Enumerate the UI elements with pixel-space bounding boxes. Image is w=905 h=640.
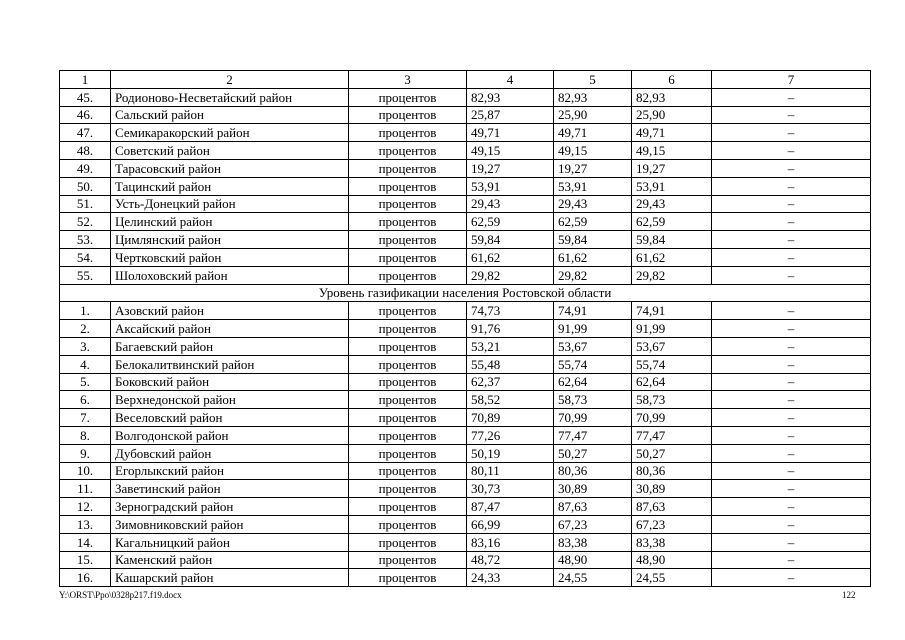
table-cell: – bbox=[712, 355, 871, 373]
table-cell: – bbox=[712, 231, 871, 249]
table-cell: 12. bbox=[60, 498, 111, 516]
table-cell: Чертковский район bbox=[111, 248, 349, 266]
table-row bbox=[60, 569, 871, 587]
table-cell: 50,27 bbox=[554, 444, 632, 462]
table-row bbox=[60, 159, 871, 177]
table-row bbox=[60, 355, 871, 373]
table-cell: Кашарский район bbox=[111, 569, 349, 587]
table-cell: 16. bbox=[60, 569, 111, 587]
table-cell: 80,36 bbox=[632, 462, 712, 480]
table-cell: 1. bbox=[60, 302, 111, 320]
table-cell: 74,91 bbox=[554, 302, 632, 320]
table-cell: 50,27 bbox=[632, 444, 712, 462]
table-cell: 29,82 bbox=[467, 266, 554, 284]
table-cell: 59,84 bbox=[632, 231, 712, 249]
table-cell: процентов bbox=[349, 177, 467, 195]
table-cell: – bbox=[712, 409, 871, 427]
table-cell: 47. bbox=[60, 124, 111, 142]
table-cell: 74,73 bbox=[467, 302, 554, 320]
table-cell: 77,47 bbox=[632, 426, 712, 444]
table-cell: 9. bbox=[60, 444, 111, 462]
table-cell: – bbox=[712, 444, 871, 462]
table-cell: процентов bbox=[349, 498, 467, 516]
table-cell: 49,15 bbox=[554, 142, 632, 160]
table-cell: 50. bbox=[60, 177, 111, 195]
table-cell: 53,91 bbox=[632, 177, 712, 195]
section-title: Уровень газификации населения Ростовской области bbox=[60, 284, 871, 302]
table-cell: Заветинский район bbox=[111, 480, 349, 498]
table-cell: 19,27 bbox=[632, 159, 712, 177]
table-cell: процентов bbox=[349, 569, 467, 587]
table-cell: 49,71 bbox=[467, 124, 554, 142]
table-cell: процентов bbox=[349, 195, 467, 213]
table-cell: 4. bbox=[60, 355, 111, 373]
table-cell: 91,76 bbox=[467, 320, 554, 338]
table-cell: процентов bbox=[349, 159, 467, 177]
table-cell: 50,19 bbox=[467, 444, 554, 462]
table-cell: процентов bbox=[349, 444, 467, 462]
table-cell: процентов bbox=[349, 355, 467, 373]
table-cell: 29,43 bbox=[467, 195, 554, 213]
table-cell: процентов bbox=[349, 426, 467, 444]
table-cell: 77,47 bbox=[554, 426, 632, 444]
table-cell: 62,64 bbox=[632, 373, 712, 391]
table-cell: 46. bbox=[60, 106, 111, 124]
table-cell: Боковский район bbox=[111, 373, 349, 391]
table-cell: 53,91 bbox=[467, 177, 554, 195]
table-cell: – bbox=[712, 551, 871, 569]
table-cell: 59,84 bbox=[554, 231, 632, 249]
table-cell: – bbox=[712, 248, 871, 266]
table-cell: 29,82 bbox=[632, 266, 712, 284]
table-cell: 62,59 bbox=[467, 213, 554, 231]
table-cell: 55,74 bbox=[632, 355, 712, 373]
table-cell: 87,63 bbox=[632, 498, 712, 516]
table-cell: процентов bbox=[349, 515, 467, 533]
table-cell: процентов bbox=[349, 337, 467, 355]
table-cell: – bbox=[712, 498, 871, 516]
table-row bbox=[60, 373, 871, 391]
table-cell: 3. bbox=[60, 337, 111, 355]
table-cell: – bbox=[712, 373, 871, 391]
table-cell: 87,47 bbox=[467, 498, 554, 516]
table-cell: 25,87 bbox=[467, 106, 554, 124]
file-path: Y:\ORST\Ppo\0328p217.f19.docx bbox=[59, 590, 182, 600]
table-cell: 25,90 bbox=[554, 106, 632, 124]
table-row bbox=[60, 213, 871, 231]
table-cell: Белокалитвинский район bbox=[111, 355, 349, 373]
table-cell: Советский район bbox=[111, 142, 349, 160]
table-cell: 87,63 bbox=[554, 498, 632, 516]
table-cell: 19,27 bbox=[554, 159, 632, 177]
table-cell: 29,43 bbox=[632, 195, 712, 213]
table-cell: – bbox=[712, 515, 871, 533]
table-row bbox=[60, 480, 871, 498]
table-cell: процентов bbox=[349, 231, 467, 249]
table-cell: Азовский район bbox=[111, 302, 349, 320]
table-cell: 62,59 bbox=[632, 213, 712, 231]
table-cell: Цимлянский район bbox=[111, 231, 349, 249]
table-cell: Зимовниковский район bbox=[111, 515, 349, 533]
table-cell: 52. bbox=[60, 213, 111, 231]
table-cell: 70,99 bbox=[632, 409, 712, 427]
table-cell: – bbox=[712, 106, 871, 124]
table-cell: – bbox=[712, 480, 871, 498]
table-cell: 62,59 bbox=[554, 213, 632, 231]
table-cell: процентов bbox=[349, 142, 467, 160]
table-cell: – bbox=[712, 391, 871, 409]
table-cell: – bbox=[712, 302, 871, 320]
table-cell: 24,33 bbox=[467, 569, 554, 587]
column-number: 1 bbox=[60, 71, 111, 89]
table-cell: процентов bbox=[349, 391, 467, 409]
table-cell: – bbox=[712, 195, 871, 213]
table-cell: Тарасовский район bbox=[111, 159, 349, 177]
table-cell: Целинский район bbox=[111, 213, 349, 231]
table-row bbox=[60, 266, 871, 284]
table-row bbox=[60, 551, 871, 569]
table-row bbox=[60, 302, 871, 320]
table-cell: – bbox=[712, 426, 871, 444]
table-cell: 53,91 bbox=[554, 177, 632, 195]
table-cell: Тацинский район bbox=[111, 177, 349, 195]
table-cell: – bbox=[712, 266, 871, 284]
table-cell: 82,93 bbox=[467, 88, 554, 106]
table-cell: Егорлыкский район bbox=[111, 462, 349, 480]
table-cell: 25,90 bbox=[632, 106, 712, 124]
table-cell: 91,99 bbox=[554, 320, 632, 338]
table-cell: 48,72 bbox=[467, 551, 554, 569]
table-cell: Шолоховский район bbox=[111, 266, 349, 284]
table-cell: 49,15 bbox=[467, 142, 554, 160]
table-cell: Сальский район bbox=[111, 106, 349, 124]
table-row bbox=[60, 462, 871, 480]
table-cell: 51. bbox=[60, 195, 111, 213]
table-row bbox=[60, 195, 871, 213]
table-row bbox=[60, 533, 871, 551]
table-cell: 5. bbox=[60, 373, 111, 391]
table-body bbox=[60, 71, 871, 587]
table-cell: 53. bbox=[60, 231, 111, 249]
table-row bbox=[60, 515, 871, 533]
table-cell: процентов bbox=[349, 302, 467, 320]
table-cell: 11. bbox=[60, 480, 111, 498]
table-cell: процентов bbox=[349, 551, 467, 569]
table-cell: – bbox=[712, 213, 871, 231]
table-cell: – bbox=[712, 462, 871, 480]
table-cell: 30,73 bbox=[467, 480, 554, 498]
data-table bbox=[59, 70, 871, 587]
table-cell: 67,23 bbox=[632, 515, 712, 533]
table-cell: процентов bbox=[349, 248, 467, 266]
table-row bbox=[60, 426, 871, 444]
table-cell: Усть-Донецкий район bbox=[111, 195, 349, 213]
table-row bbox=[60, 142, 871, 160]
table-cell: 24,55 bbox=[554, 569, 632, 587]
table-cell: 91,99 bbox=[632, 320, 712, 338]
table-cell: 7. bbox=[60, 409, 111, 427]
table-cell: – bbox=[712, 569, 871, 587]
table-cell: 54. bbox=[60, 248, 111, 266]
table-cell: Кагальницкий район bbox=[111, 533, 349, 551]
table-cell: 48. bbox=[60, 142, 111, 160]
table-cell: 66,99 bbox=[467, 515, 554, 533]
table-row bbox=[60, 88, 871, 106]
table-cell: процентов bbox=[349, 373, 467, 391]
table-cell: 82,93 bbox=[554, 88, 632, 106]
table-cell: Семикаракорский район bbox=[111, 124, 349, 142]
table-cell: процентов bbox=[349, 409, 467, 427]
table-cell: 55,48 bbox=[467, 355, 554, 373]
table-cell: процентов bbox=[349, 266, 467, 284]
table-cell: Волгодонской район bbox=[111, 426, 349, 444]
table-cell: 58,52 bbox=[467, 391, 554, 409]
table-cell: процентов bbox=[349, 213, 467, 231]
table-cell: 49,71 bbox=[632, 124, 712, 142]
table-cell: 83,38 bbox=[554, 533, 632, 551]
table-row bbox=[60, 409, 871, 427]
table-cell: 61,62 bbox=[554, 248, 632, 266]
table-cell: – bbox=[712, 320, 871, 338]
table-cell: 58,73 bbox=[554, 391, 632, 409]
table-row bbox=[60, 124, 871, 142]
table-cell: 48,90 bbox=[632, 551, 712, 569]
table-cell: 61,62 bbox=[632, 248, 712, 266]
table-cell: 10. bbox=[60, 462, 111, 480]
table-cell: 82,93 bbox=[632, 88, 712, 106]
table-row bbox=[60, 320, 871, 338]
column-number: 7 bbox=[712, 71, 871, 89]
table-row bbox=[60, 248, 871, 266]
page-number: 122 bbox=[842, 590, 856, 600]
table-cell: 29,43 bbox=[554, 195, 632, 213]
table-cell: 29,82 bbox=[554, 266, 632, 284]
table-cell: процентов bbox=[349, 533, 467, 551]
table-cell: 45. bbox=[60, 88, 111, 106]
table-cell: 74,91 bbox=[632, 302, 712, 320]
table-cell: 80,11 bbox=[467, 462, 554, 480]
table-cell: – bbox=[712, 159, 871, 177]
table-cell: 49. bbox=[60, 159, 111, 177]
table-cell: – bbox=[712, 142, 871, 160]
column-number: 3 bbox=[349, 71, 467, 89]
table-cell: 8. bbox=[60, 426, 111, 444]
table-cell: 67,23 bbox=[554, 515, 632, 533]
table-cell: 55,74 bbox=[554, 355, 632, 373]
table-cell: 48,90 bbox=[554, 551, 632, 569]
table-cell: процентов bbox=[349, 88, 467, 106]
table-cell: 55. bbox=[60, 266, 111, 284]
table-cell: 80,36 bbox=[554, 462, 632, 480]
table-cell: 62,64 bbox=[554, 373, 632, 391]
table-row bbox=[60, 337, 871, 355]
table-cell: 53,67 bbox=[632, 337, 712, 355]
column-number: 2 bbox=[111, 71, 349, 89]
table-cell: 62,37 bbox=[467, 373, 554, 391]
table-cell: 70,99 bbox=[554, 409, 632, 427]
table-cell: 15. bbox=[60, 551, 111, 569]
table-row bbox=[60, 391, 871, 409]
table-cell: 30,89 bbox=[554, 480, 632, 498]
table-cell: процентов bbox=[349, 320, 467, 338]
table-cell: 53,21 bbox=[467, 337, 554, 355]
table-cell: Аксайский район bbox=[111, 320, 349, 338]
table-cell: процентов bbox=[349, 462, 467, 480]
table-cell: 49,71 bbox=[554, 124, 632, 142]
table-cell: Зерноградский район bbox=[111, 498, 349, 516]
table-row bbox=[60, 177, 871, 195]
table-cell: процентов bbox=[349, 124, 467, 142]
table-row bbox=[60, 498, 871, 516]
section-header-row bbox=[60, 284, 871, 302]
table-cell: – bbox=[712, 124, 871, 142]
table-cell: – bbox=[712, 177, 871, 195]
table-cell: 30,89 bbox=[632, 480, 712, 498]
column-number: 6 bbox=[632, 71, 712, 89]
table-cell: 19,27 bbox=[467, 159, 554, 177]
table-cell: 14. bbox=[60, 533, 111, 551]
table-cell: 13. bbox=[60, 515, 111, 533]
table-cell: 6. bbox=[60, 391, 111, 409]
table-cell: 70,89 bbox=[467, 409, 554, 427]
table-cell: 24,55 bbox=[632, 569, 712, 587]
table-cell: 77,26 bbox=[467, 426, 554, 444]
table-cell: 2. bbox=[60, 320, 111, 338]
column-number: 5 bbox=[554, 71, 632, 89]
table-cell: Багаевский район bbox=[111, 337, 349, 355]
table-cell: 58,73 bbox=[632, 391, 712, 409]
table-cell: – bbox=[712, 337, 871, 355]
table-cell: Родионово-Несветайский район bbox=[111, 88, 349, 106]
table-cell: процентов bbox=[349, 480, 467, 498]
table-cell: процентов bbox=[349, 106, 467, 124]
table-cell: – bbox=[712, 533, 871, 551]
table-row bbox=[60, 106, 871, 124]
column-number: 4 bbox=[467, 71, 554, 89]
table-cell: Дубовский район bbox=[111, 444, 349, 462]
table-cell: 83,16 bbox=[467, 533, 554, 551]
table-row bbox=[60, 444, 871, 462]
table-row bbox=[60, 231, 871, 249]
table-cell: 53,67 bbox=[554, 337, 632, 355]
table-cell: 49,15 bbox=[632, 142, 712, 160]
table-cell: Верхнедонской район bbox=[111, 391, 349, 409]
column-number-row bbox=[60, 71, 871, 89]
table-cell: 83,38 bbox=[632, 533, 712, 551]
table-cell: 61,62 bbox=[467, 248, 554, 266]
table-cell: – bbox=[712, 88, 871, 106]
table-cell: 59,84 bbox=[467, 231, 554, 249]
table-cell: Каменский район bbox=[111, 551, 349, 569]
table-cell: Веселовский район bbox=[111, 409, 349, 427]
